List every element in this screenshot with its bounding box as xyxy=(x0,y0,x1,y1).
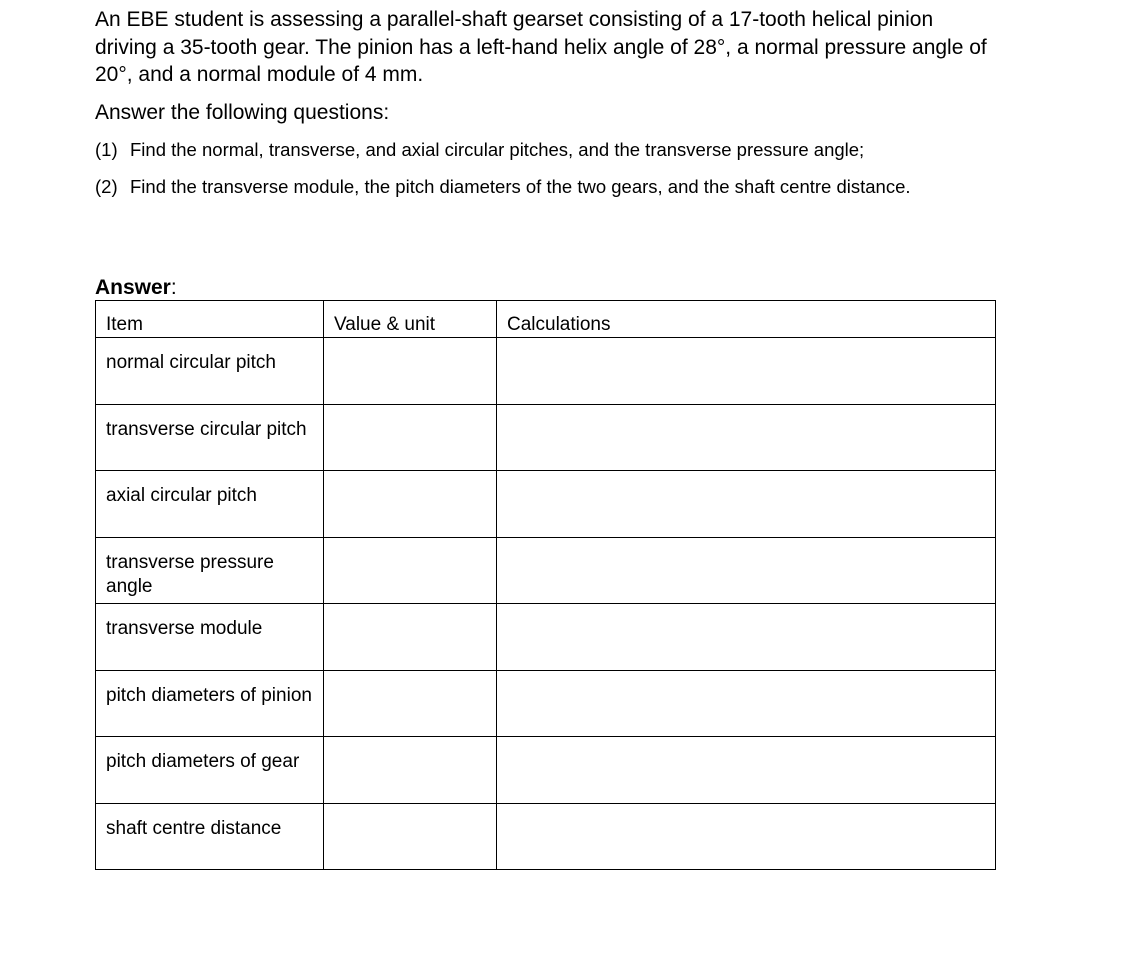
answer-heading xyxy=(95,274,177,301)
table-row xyxy=(96,537,996,604)
value-cell[interactable] xyxy=(324,471,497,538)
table-row xyxy=(96,670,996,737)
value-cell[interactable] xyxy=(324,338,497,405)
table-row xyxy=(96,604,996,671)
row-item-label: pitch diameters of pinion xyxy=(96,670,324,737)
row-item-label: shaft centre distance xyxy=(96,803,324,870)
question-number: (2) xyxy=(95,176,118,197)
value-cell[interactable] xyxy=(324,670,497,737)
table-header-row xyxy=(96,301,996,338)
header-value-unit: Value & unit xyxy=(324,301,497,338)
instruction-text: Answer the following questions: xyxy=(95,101,390,124)
row-item-label: transverse pressure angle xyxy=(96,537,324,604)
answer-table xyxy=(95,300,996,870)
calculation-cell[interactable] xyxy=(497,404,996,471)
header-calculations: Calculations xyxy=(497,301,996,338)
calculation-cell[interactable] xyxy=(497,604,996,671)
answer-heading-colon: : xyxy=(170,276,177,299)
value-cell[interactable] xyxy=(324,604,497,671)
problem-statement: An EBE student is assessing a parallel-shaft gearset consisting of a 17-tooth helical pinion driving a 35-tooth gear. The pinion has a left-hand helix angle of 28°, a normal pressure angle of 20°, and a normal module of 4 mm. xyxy=(95,8,987,86)
value-cell[interactable] xyxy=(324,537,497,604)
question-text: Find the normal, transverse, and axial circular pitches, and the transverse pressure angle; xyxy=(130,139,865,160)
question-2 xyxy=(95,175,975,199)
value-cell[interactable] xyxy=(324,404,497,471)
row-item-label: axial circular pitch xyxy=(96,471,324,538)
calculation-cell[interactable] xyxy=(497,803,996,870)
table-row xyxy=(96,737,996,804)
row-item-label: normal circular pitch xyxy=(96,338,324,405)
row-item-label: transverse module xyxy=(96,604,324,671)
calculation-cell[interactable] xyxy=(497,670,996,737)
question-1 xyxy=(95,138,975,162)
table-row xyxy=(96,404,996,471)
header-item: Item xyxy=(96,301,324,338)
calculation-cell[interactable] xyxy=(497,471,996,538)
answer-heading-label: Answer xyxy=(95,276,171,299)
value-cell[interactable] xyxy=(324,737,497,804)
table-row xyxy=(96,338,996,405)
table-row xyxy=(96,803,996,870)
row-item-label: transverse circular pitch xyxy=(96,404,324,471)
question-text: Find the transverse module, the pitch diameters of the two gears, and the shaft centre distance. xyxy=(130,176,911,197)
row-item-label: pitch diameters of gear xyxy=(96,737,324,804)
calculation-cell[interactable] xyxy=(497,338,996,405)
calculation-cell[interactable] xyxy=(497,737,996,804)
question-number: (1) xyxy=(95,139,118,160)
value-cell[interactable] xyxy=(324,803,497,870)
calculation-cell[interactable] xyxy=(497,537,996,604)
table-row xyxy=(96,471,996,538)
